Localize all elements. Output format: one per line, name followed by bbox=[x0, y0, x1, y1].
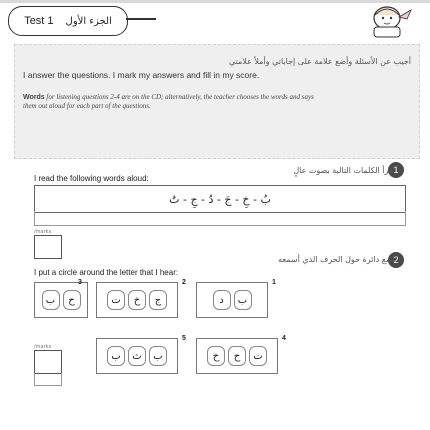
words-label: Words bbox=[23, 94, 45, 101]
page-top-bar bbox=[0, 0, 430, 3]
letter-group-5 bbox=[96, 338, 178, 374]
letter-option[interactable]: ب bbox=[149, 346, 167, 366]
marks-label-2: /marks bbox=[34, 344, 52, 350]
group-number-5: 5 bbox=[182, 335, 186, 342]
girl-illustration-icon bbox=[365, 5, 417, 41]
letter-group-3 bbox=[34, 282, 88, 318]
letter-option[interactable]: ح bbox=[63, 290, 81, 310]
score-box-1[interactable] bbox=[34, 235, 62, 259]
letter-option[interactable]: ت bbox=[107, 290, 125, 310]
letter-option[interactable]: ب bbox=[42, 290, 60, 310]
test-tab bbox=[8, 6, 128, 36]
tab-connector bbox=[126, 18, 156, 20]
group-number-3: 3 bbox=[78, 279, 82, 286]
letter-option[interactable]: ب bbox=[234, 290, 252, 310]
marks-label: /marks bbox=[34, 229, 52, 235]
score-box-2-extension bbox=[34, 373, 62, 386]
letter-option[interactable]: خ bbox=[128, 290, 146, 310]
question-1-box-extension bbox=[34, 211, 406, 226]
letter-option[interactable]: ث bbox=[128, 346, 146, 366]
letter-option[interactable]: د bbox=[213, 290, 231, 310]
question-1-words: بُ - خِ - جَ - دُ - جِ - تُ bbox=[169, 192, 271, 206]
letter-group-2 bbox=[96, 282, 178, 318]
question-1-number: 1 bbox=[388, 162, 404, 178]
group-number-4: 4 bbox=[282, 335, 286, 342]
letter-option[interactable]: ب bbox=[107, 346, 125, 366]
question-2-number: 2 bbox=[388, 252, 404, 268]
question-1-words-box bbox=[34, 185, 406, 213]
question-2-arabic: أضع دائرة حول الحرف الذي أسمعه bbox=[278, 255, 395, 264]
letter-group-1 bbox=[196, 282, 268, 318]
question-1-english: I read the following words aloud: bbox=[34, 174, 149, 183]
score-box-2[interactable] bbox=[34, 350, 62, 374]
instruction-box bbox=[14, 44, 420, 159]
words-text: for listening questions 2-4 are on the CD; alternatively, the teacher chooses the words and says them out aloud for each part of the questions. bbox=[23, 93, 314, 110]
instruction-english: I answer the questions. I mark my answers and fill in my score. bbox=[23, 70, 260, 80]
question-2-english: I put a circle around the letter that I hear: bbox=[34, 268, 179, 277]
section-label: الجزء الأول bbox=[65, 15, 112, 27]
test-label: Test 1 bbox=[24, 15, 54, 27]
letter-option[interactable]: ح bbox=[228, 346, 246, 366]
group-number-1: 1 bbox=[272, 279, 276, 286]
letter-option[interactable]: ج bbox=[149, 290, 167, 310]
group-number-2: 2 bbox=[182, 279, 186, 286]
letter-group-4 bbox=[196, 338, 278, 374]
question-1-arabic: أقرأ الكلمات التالية بصوت عالٍ bbox=[293, 166, 395, 175]
letter-option[interactable]: ت bbox=[249, 346, 267, 366]
letter-option[interactable]: خ bbox=[207, 346, 225, 366]
instruction-words-note bbox=[23, 93, 323, 111]
instruction-arabic: أجيب عن الأسئلة وأضع علامة على إجاباتي وأملأ علامتي bbox=[228, 57, 411, 66]
